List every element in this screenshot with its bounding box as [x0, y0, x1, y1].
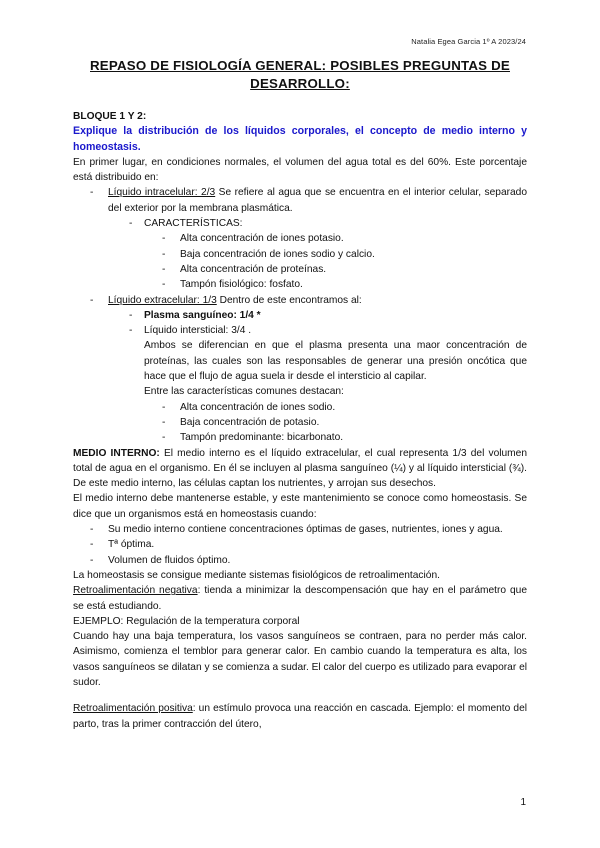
list-item-extracelular: - Líquido extracelular: 1/3 Dentro de este encontramos al: — [90, 294, 362, 306]
section-heading: BLOQUE 1 Y 2: — [73, 111, 147, 122]
intracelular-text: Se refiere al agua que se encuentra en el interior celular, separado del exterior por la membrana plasmática. — [108, 187, 527, 214]
list-item: - Baja concentración de iones sodio y calcio. — [162, 248, 375, 260]
list-item-intersticial: - Líquido intersticial: 3/4 . — [129, 325, 252, 337]
medio-interno-paragraph: MEDIO INTERNO: El medio interno es el líquido extracelular, el cual representa 1/3 del volumen total de agua en el organismo. En él se incluyen al plasma sanguíneo (¼) y al líquido intersticial (¾). De este medio interno, las células captan los nutrientes, y arrojan sus desechos. — [73, 447, 527, 490]
list-item-plasma: - Plasma sanguíneo: 1/4 * — [129, 309, 261, 321]
page-number: 1 — [520, 797, 526, 808]
list-item-intracelular: - Líquido intracelular: 2/3 Se refiere al agua que se encuentra en el interior celular, separado del exterior por la membrana plasmática. — [90, 187, 527, 214]
list-item-caracteristicas: - CARACTERÍSTICAS: — [129, 218, 243, 230]
retro-positiva-paragraph: Retroalimentación positiva: un estímulo provoca una reacción en cascada. Ejemplo: el momento del parto, tras la primer contracción del útero, — [73, 703, 527, 730]
list-item: - Alta concentración de iones sodio. — [162, 401, 336, 413]
document-body — [73, 109, 527, 732]
list-item: - Tampón fisiológico: fosfato. — [162, 279, 303, 291]
retro-intro: La homeostasis se consigue mediante sistemas fisiológicos de retroalimentación. — [73, 569, 440, 581]
page-header: Natalia Egea Garcia 1º A 2023/24 — [411, 37, 526, 46]
comunes-intro: Entre las características comunes destacan: — [144, 386, 344, 398]
intro-paragraph: En primer lugar, en condiciones normales, el volumen del agua total es del 60%. Este porcentaje está distribuido en: — [73, 156, 527, 184]
list-item: - Su medio interno contiene concentraciones óptimas de gases, nutrientes, iones y agua. — [90, 524, 503, 536]
list-item: - Volumen de fluidos óptimo. — [90, 554, 231, 566]
list-item: - Baja concentración de potasio. — [162, 416, 320, 428]
extracelular-label: Líquido extracelular: 1/3 — [108, 294, 217, 306]
retro-negativa-paragraph: Retroalimentación negativa: tienda a minimizar la descompensación que hay en el parámetro que se está estudiando. — [73, 585, 527, 612]
list-item: - Tª óptima. — [90, 539, 155, 551]
list-item: - Alta concentración de iones potasio. — [162, 233, 344, 245]
estable-paragraph: El medio interno debe mantenerse estable, y este mantenimiento se conoce como homeostasis. Se dice que un organismos está en homeostasis cuando: — [73, 493, 527, 520]
diferencia-paragraph: Ambos se diferencian en que el plasma presenta una maor concentración de proteínas, las cuales son las responsables de generar una presión oncótica que hace que el flujo de agua suela ir desde el intersticio al capilar. — [144, 340, 527, 383]
ejemplo-paragraph: Cuando hay una baja temperatura, los vasos sanguíneos se contraen, para no perder más calor. Asimismo, comienza el temblor para generar calor. En cambio cuando la temperatura es alta, los vasos sanguíneos se dilatan y se comienza a sudar. El calor del cuerpo es utilizado para evaporar el sudor. — [73, 631, 527, 688]
list-item: - Tampón predominante: bicarbonato. — [162, 432, 344, 444]
question-heading: Explique la distribución de los líquidos corporales, el concepto de medio interno y homeostasis. — [73, 125, 527, 153]
intracelular-label: Líquido intracelular: 2/3 — [108, 187, 216, 199]
page-title: REPASO DE FISIOLOGÍA GENERAL: POSIBLES PREGUNTAS DE DESARROLLO: — [90, 58, 510, 91]
list-item: - Alta concentración de proteínas. — [162, 263, 327, 275]
ejemplo-title: EJEMPLO: Regulación de la temperatura corporal — [73, 615, 300, 627]
